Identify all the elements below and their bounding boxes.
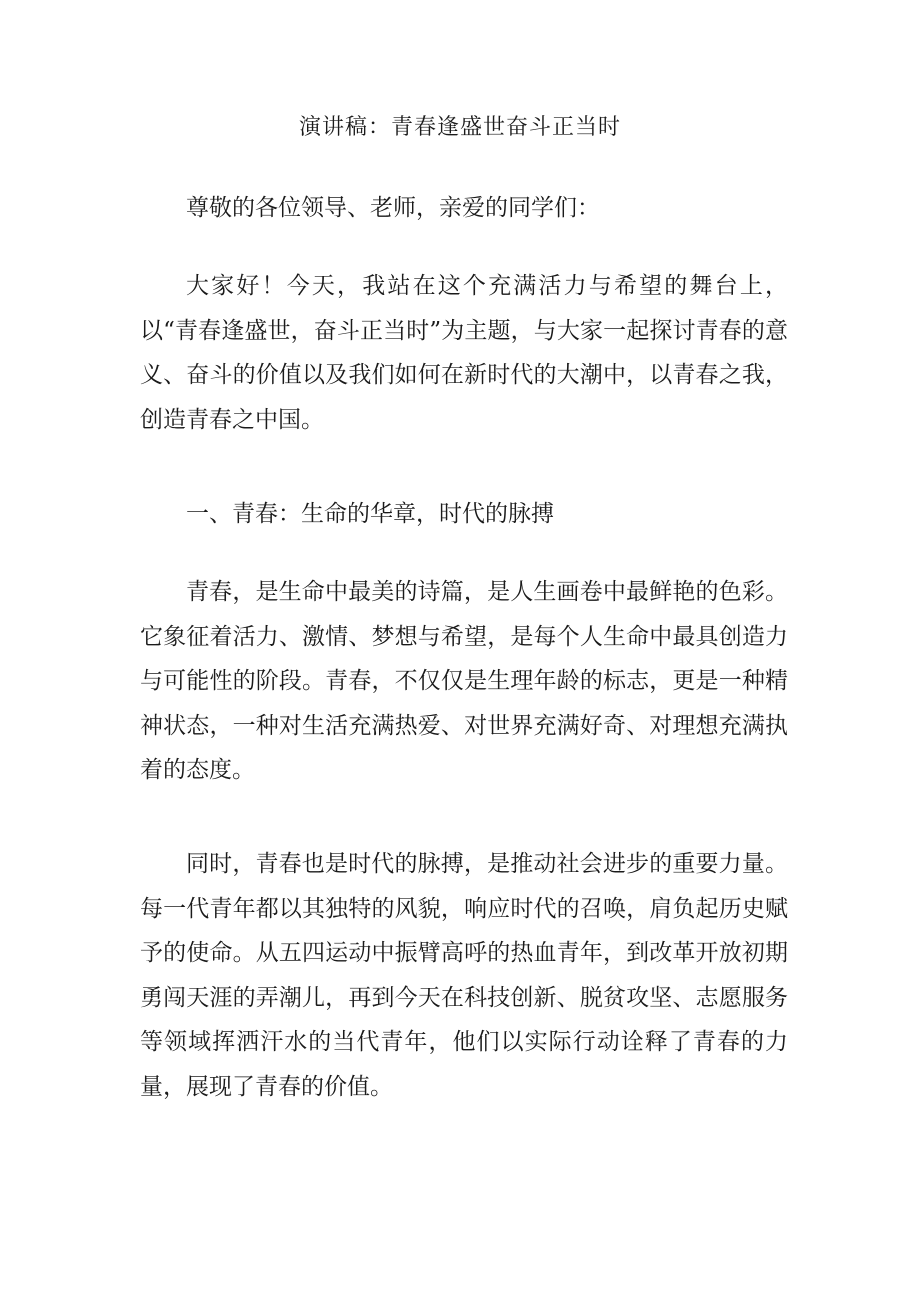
document-title: 演讲稿：青春逢盛世奋斗正当时 [298,115,621,140]
section-heading-1: 一、青春：生命的华章，时代的脉搏 [186,501,554,527]
paragraph-youth-meaning: 青春，是生命中最美的诗篇，是人生画卷中最鲜艳的色彩。它象征着活力、激情、梦想与希望，是每个人生命中最具创造力与可能性的阶段。青春，不仅仅是生理年龄的标志，更是一种精神状态，一种对生活充满热爱、对世界充满好奇、对理想充满执着的态度。 [140,579,788,783]
paragraph-opening: 大家好！今天，我站在这个充满活力与希望的舞台上，以“青春逢盛世，奋斗正当时”为主题，与大家一起探讨青春的意义、奋斗的价值以及我们如何在新时代的大潮中，以青春之我，创造青春之中国。 [140,273,788,433]
paragraph-youth-era: 同时，青春也是时代的脉搏，是推动社会进步的重要力量。每一代青年都以其独特的风貌，响应时代的召唤，肩负起历史赋予的使命。从五四运动中振臂高呼的热血青年，到改革开放初期勇闯天涯的弄潮儿，再到今天在科技创新、脱贫攻坚、志愿服务等领域挥洒汗水的当代青年，他们以实际行动诠释了青春的力量，展现了青春的价值。 [140,851,788,1100]
salutation: 尊敬的各位领导、老师，亲爱的同学们： [186,195,600,221]
